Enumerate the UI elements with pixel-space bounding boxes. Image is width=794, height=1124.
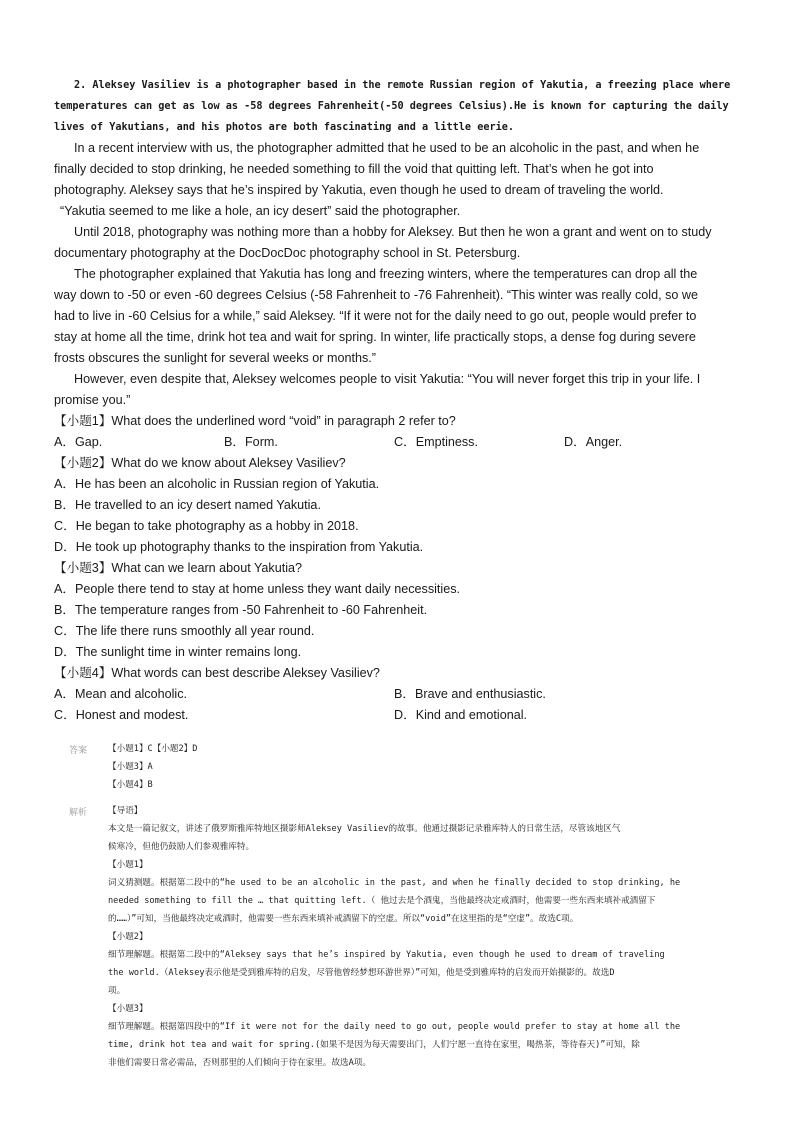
analysis-line: 词义猜测题。根据第二段中的“he used to be an alcoholic in the past, and when he finally decided to stop drinking, he — [108, 878, 681, 888]
analysis-line: 【导语】 — [108, 806, 143, 816]
q3-option-b[interactable]: B．The temperature ranges from -50 Fahrenheit to -60 Fahrenheit. — [54, 603, 428, 617]
answer-line: 【小题4】B — [108, 780, 153, 790]
passage-line: In a recent interview with us, the photographer admitted that he used to be an alcoholic in the past, and when he — [74, 141, 700, 155]
analysis-line: 的……）”可知，当他最终决定戒酒时，他需要一些东西来填补戒酒留下的空虚。所以“void”在这里指的是“空虚”。故选C项。 — [108, 914, 579, 924]
intro-line: lives of Yakutians, and his photos are both fascinating and a little eerie. — [54, 122, 515, 133]
passage-paragraph-4 — [54, 264, 744, 369]
passage-line: stay at home all the time, drink hot tea and wait for spring. In winter, life practically stops, a dense fog during severe — [54, 330, 696, 344]
q1-option-d[interactable]: D．Anger. — [564, 435, 623, 449]
q3-option-a[interactable]: A．People there tend to stay at home unless they want daily necessities. — [54, 582, 461, 596]
passage-line: The photographer explained that Yakutia has long and freezing winters, where the temperatures can drop all the — [74, 267, 698, 281]
answer-line: 【小题1】C【小题2】D — [108, 744, 198, 754]
analysis-line: 非他们需要日常必需品，否则那里的人们倾向于待在家里。故选A项。 — [108, 1058, 371, 1068]
analysis-line: 细节理解题。根据第四段中的“If it were not for the daily need to go out, people would prefer to stay at home all the — [108, 1022, 681, 1032]
analysis-line: 候寒冷，但他仍鼓励人们参观雅库特。 — [108, 842, 255, 852]
q2-option-b[interactable]: B．He travelled to an icy desert named Yakutia. — [54, 498, 321, 512]
answer-label: 答案 — [69, 746, 88, 756]
intro-line: 2. Aleksey Vasiliev is a photographer based in the remote Russian region of Yakutia, a freezing place where — [74, 80, 731, 91]
q2-option-a[interactable]: A．He has been an alcoholic in Russian region of Yakutia. — [54, 477, 380, 491]
question-3-stem: 【小题3】What can we learn about Yakutia? — [54, 561, 303, 575]
passage-line: frosts obscures the sunlight for several weeks or months.” — [54, 351, 376, 365]
analysis-line: 【小题2】 — [108, 932, 148, 942]
passage-paragraph-5 — [54, 369, 744, 411]
analysis-label: 解析 — [69, 808, 88, 818]
analysis-line: 项。 — [108, 986, 126, 996]
analysis-line: 本文是一篇记叙文，讲述了俄罗斯雅库特地区摄影师Aleksey Vasiliev的故事。他通过摄影记录雅库特人的日常生活，尽管该地区气 — [108, 824, 621, 834]
passage-paragraph-2 — [54, 138, 744, 222]
q1-option-b[interactable]: B．Form. — [224, 435, 278, 449]
passage-line: However, even despite that, Aleksey welcomes people to visit Yakutia: “You will never forget this trip in your life. I — [74, 372, 701, 386]
q1-option-a[interactable]: A．Gap. — [54, 435, 103, 449]
q2-option-d[interactable]: D．He took up photography thanks to the inspiration from Yakutia. — [54, 540, 424, 554]
q4-option-a[interactable]: A．Mean and alcoholic. — [54, 687, 188, 701]
analysis-line: needed something to fill the … that quitting left.（ 他过去是个酒鬼，当他最终决定戒酒时，他需要一些东西来填补戒酒留下 — [108, 896, 656, 906]
answer-line: 【小题3】A — [108, 762, 153, 772]
q4-option-c[interactable]: C．Honest and modest. — [54, 708, 189, 722]
passage-line: documentary photography at the DocDocDoc photography school in St. Petersburg. — [54, 246, 521, 260]
intro-line: temperatures can get as low as -58 degrees Fahrenheit(-50 degrees Celsius).He is known for capturing the daily — [54, 101, 729, 112]
analysis-line: 【小题1】 — [108, 860, 148, 870]
q1-option-c[interactable]: C．Emptiness. — [394, 435, 478, 449]
q4-option-d[interactable]: D．Kind and emotional. — [394, 708, 528, 722]
question-2-stem: 【小题2】What do we know about Aleksey Vasiliev? — [54, 456, 346, 470]
passage-line: finally decided to stop drinking, he needed something to fill the void that quitting left. That’s when he got into — [54, 162, 654, 176]
analysis-line: time, drink hot tea and wait for spring.(如果不是因为每天需要出门，人们宁愿一直待在家里，喝热茶，等待春天)”可知，除 — [108, 1040, 640, 1050]
analysis-line: 细节理解题。根据第二段中的“Aleksey says that he’s inspired by Yakutia, even though he used to dream of traveling — [108, 950, 665, 960]
passage-line: “Yakutia seemed to me like a hole, an icy desert” said the photographer. — [60, 204, 461, 218]
q3-option-d[interactable]: D．The sunlight time in winter remains long. — [54, 645, 302, 659]
q3-option-c[interactable]: C．The life there runs smoothly all year round. — [54, 624, 315, 638]
passage-line: promise you.” — [54, 393, 131, 407]
passage-paragraph-3 — [54, 222, 744, 264]
passage-line: Until 2018, photography was nothing more than a hobby for Aleksey. But then he won a grant and went on to study — [74, 225, 712, 239]
passage-line: had to live in -60 Celsius for a while,” said Aleksey. “If it were not for the daily need to go out, people would prefer to — [54, 309, 697, 323]
passage-line: photography. Aleksey says that he’s inspired by Yakutia, even though he used to dream of traveling the world. — [54, 183, 664, 197]
question-1-stem: 【小题1】What does the underlined word “void” in paragraph 2 refer to? — [54, 414, 456, 428]
q4-option-b[interactable]: B．Brave and enthusiastic. — [394, 687, 546, 701]
q2-option-c[interactable]: C．He began to take photography as a hobby in 2018. — [54, 519, 359, 533]
passage-line: way down to -50 or even -60 degrees Celsius (-58 Fahrenheit to -76 Fahrenheit). “This winter was really cold, so we — [54, 288, 698, 302]
intro-paragraph — [54, 75, 744, 138]
question-4-stem: 【小题4】What words can best describe Aleksey Vasiliev? — [54, 666, 380, 680]
analysis-line: 【小题3】 — [108, 1004, 148, 1014]
analysis-line: the world.（Aleksey表示他是受到雅库特的启发，尽管他曾经梦想环游世界）”可知，他是受到雅库特的启发而开始摄影的。故选D — [108, 968, 615, 978]
